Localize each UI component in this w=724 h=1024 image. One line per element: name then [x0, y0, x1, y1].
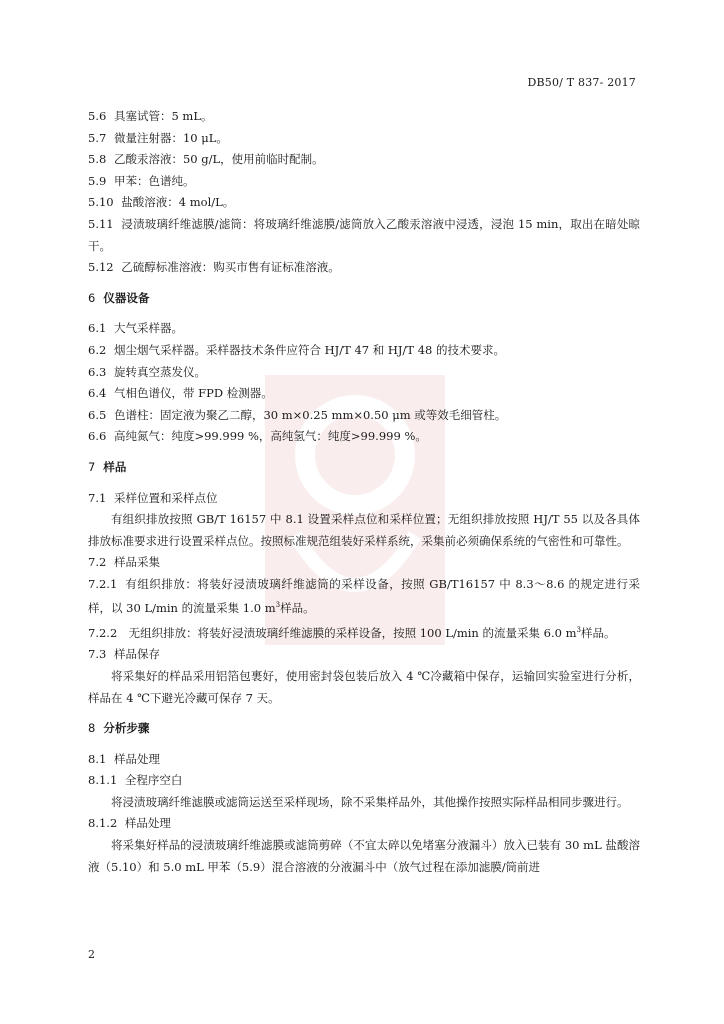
list-item: 6.6 高纯氮气：纯度>99.999 %，高纯氢气：纯度>99.999 %。	[88, 429, 427, 444]
list-item: 6.4 气相色谱仪，带 FPD 检测器。	[88, 386, 273, 401]
page-number: 2	[88, 948, 95, 961]
list-item: 5.10 盐酸溶液：4 mol/L。	[88, 195, 235, 210]
list-item: 6.2 烟尘烟气采样器。采样器技术条件应符合 HJ/T 47 和 HJ/T 48 的技术要求。	[88, 342, 506, 357]
section-heading-7: 7 样品	[88, 459, 127, 474]
list-item: 5.8 乙酸汞溶液：50 g/L，使用前临时配制。	[88, 152, 324, 167]
list-item: 5.9 甲苯：色谱纯。	[88, 173, 195, 188]
paragraph: 将采集好的样品采用铝箔包裹好，使用密封袋包装后放入 4 ℃冷藏箱中保存，运输回实验室进行分析，样品在 4 ℃下避光冷藏可保存 7 天。	[88, 668, 640, 705]
section-heading-8: 8 分析步骤	[88, 721, 150, 736]
standard-number-header: DB50/ T 837- 2017	[527, 76, 636, 89]
subsection-heading: 8.1.2 样品处理	[88, 816, 171, 831]
paragraph: 将浸渍玻璃纤维滤膜或滤筒运送至采样现场，除不采集样品外，其他操作按照实际样品相同步骤进行。	[111, 794, 629, 809]
list-item: 6.3 旋转真空蒸发仪。	[88, 364, 206, 379]
section-heading-6: 6 仪器设备	[88, 290, 150, 305]
paragraph: 有组织排放按照 GB/T 16157 中 8.1 设置采样点位和采样位置；无组织排放按照 HJ/T 55 以及各具体排放标准要求进行设置采样点位。按照标准规范组装好采样系统，采集前必须确保系统的气密性和可靠性。	[88, 512, 640, 548]
list-item: 5.6 具塞试管：5 mL。	[88, 109, 213, 123]
subsection-heading: 8.1 样品处理	[88, 751, 160, 766]
subsection-heading: 7.2 样品采集	[88, 555, 160, 570]
list-item: 7.2.2 无组织排放：将装好浸渍玻璃纤维滤膜的采样设备，按照 100 L/min 的流量采集 6.0 $m^3$样品。	[88, 625, 616, 640]
list-item: 5.7 微量注射器：10 μL。	[88, 130, 228, 145]
list-item: 6.1 大气采样器。	[88, 321, 183, 336]
paragraph: 将采集好样品的浸渍玻璃纤维滤膜或滤筒剪碎（不宜太碎以免堵塞分液漏斗）放入已装有 30 mL 盐酸溶液（5.10）和 5.0 mL 甲苯（5.9）混合溶液的分液漏斗中（放气过程在添加滤膜/筒前进	[88, 838, 640, 874]
document-body	[88, 106, 640, 878]
list-item: 5.12 乙硫醇标准溶液：购买市售有证标准溶液。	[88, 260, 340, 275]
subsection-heading: 7.3 样品保存	[88, 647, 160, 662]
list-item: 5.11 浸渍玻璃纤维滤膜/滤筒：将玻璃纤维滤膜/滤筒放入乙酸汞溶液中浸透，浸泡 15 min，取出在暗处晾干。	[88, 216, 640, 253]
subsection-heading: 7.1 采样位置和采样点位	[88, 490, 218, 505]
list-item: 6.5 色谱柱：固定液为聚乙二醇，30 m×0.25 mm×0.50 μm 或等效毛细管柱。	[88, 407, 507, 422]
list-item: 7.2.1 有组织排放：将装好浸渍玻璃纤维滤筒的采样设备，按照 GB/T16157 中 8.3～8.6 的规定进行采样，以 30 L/min 的流量采集 1.0 $m^3$样品。	[88, 576, 641, 616]
subsection-heading: 8.1.1 全程序空白	[88, 773, 183, 788]
